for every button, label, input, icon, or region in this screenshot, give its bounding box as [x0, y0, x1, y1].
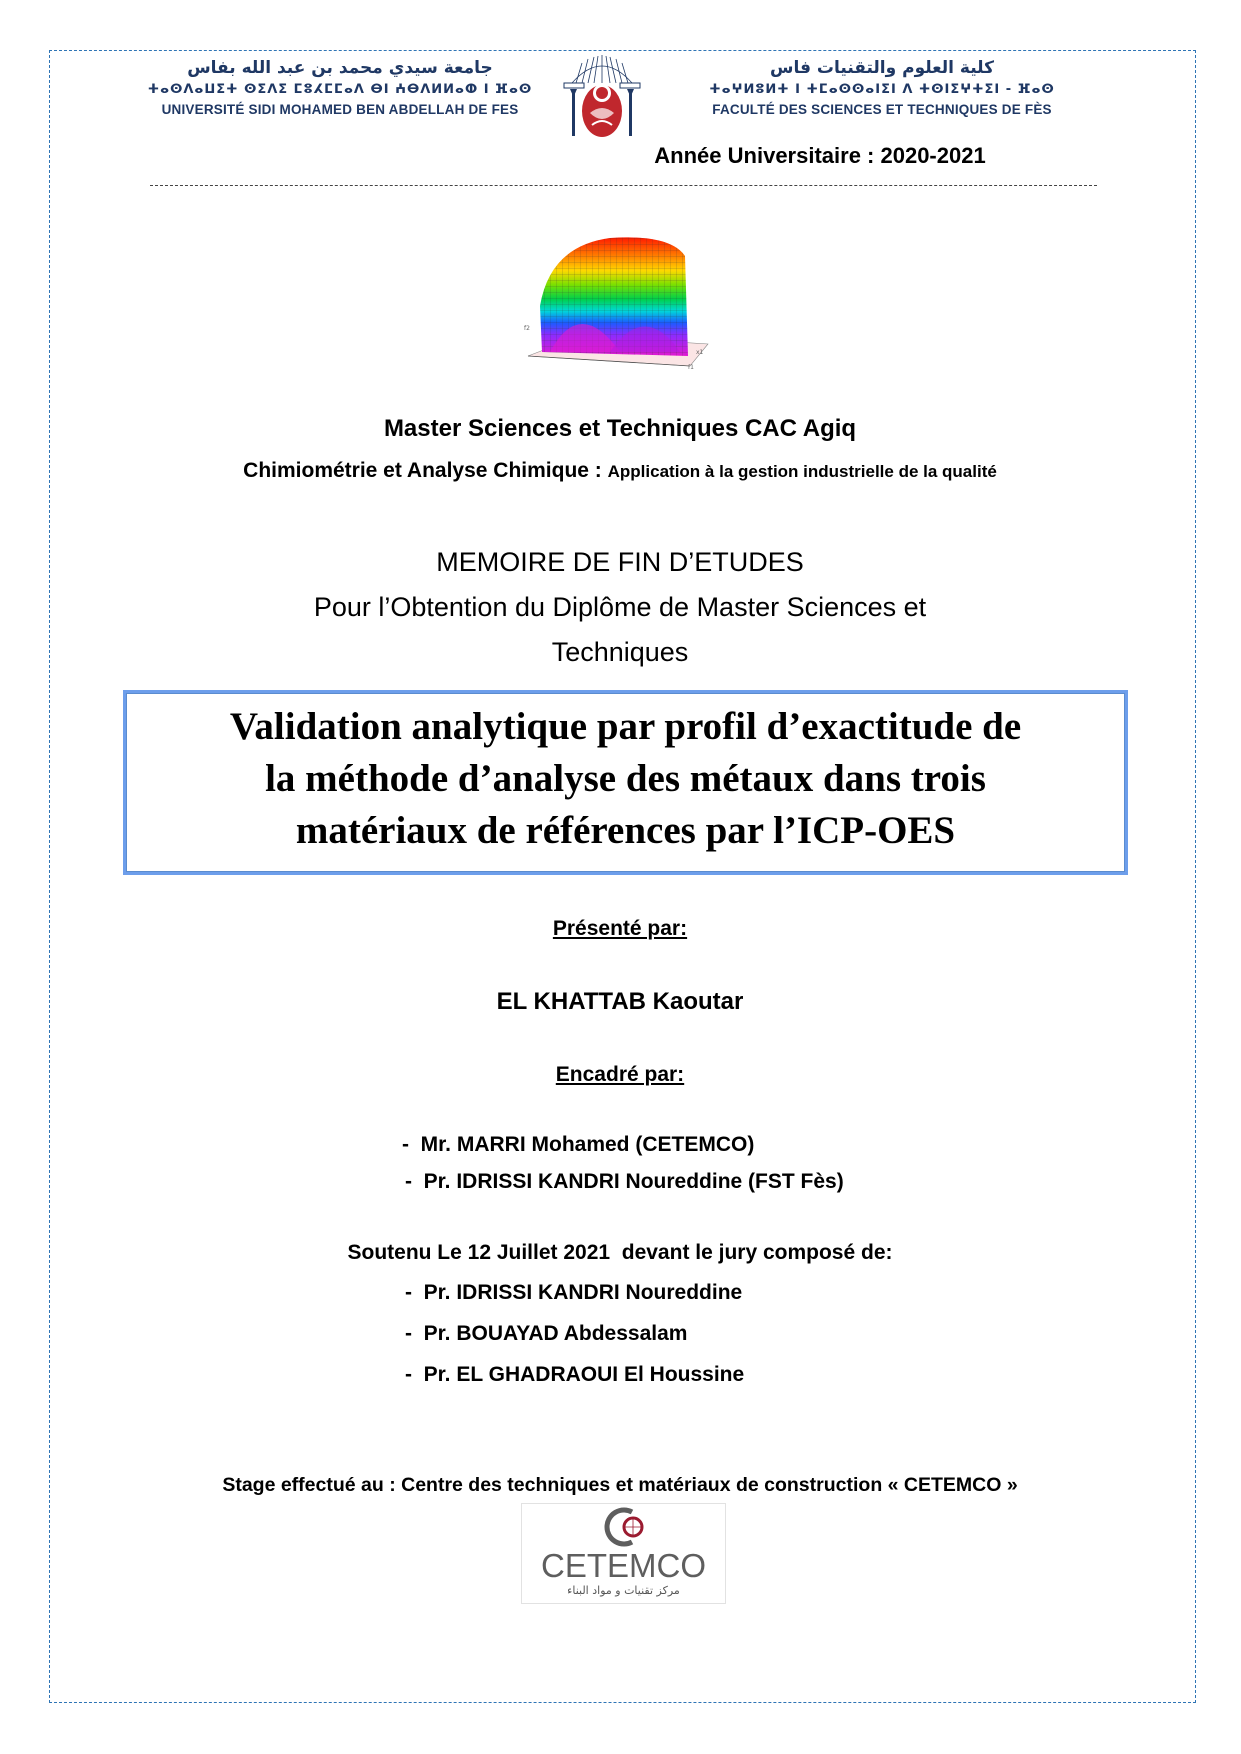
student-name: EL KHATTAB Kaoutar	[496, 988, 744, 1015]
cetemco-logo-arabic: مركز تقنيات و مواد البناء	[567, 1584, 680, 1597]
plot-axis-label-f1: f1	[688, 364, 694, 370]
specialty	[60, 459, 1180, 483]
university-name-latin: UNIVERSITÉ SIDI MOHAMED BEN ABDELLAH DE FES	[161, 102, 519, 117]
internship-statement: Stage effectué au : Centre des techniques et matériaux de construction « CETEMCO »	[222, 1474, 1018, 1496]
plot-axis-label-f2: f2	[524, 325, 530, 332]
header-separator	[150, 185, 1097, 186]
thesis-title	[126, 701, 1125, 857]
thesis-title-box	[123, 690, 1128, 875]
presented-by-label: Présenté par:	[552, 917, 688, 940]
jury-member: - Pr. BOUAYAD Abdessalam	[405, 1322, 688, 1345]
memoire-line-3: Techniques	[551, 637, 689, 667]
supervisor-item: - Pr. IDRISSI KANDRI Noureddine (FST Fès)	[405, 1170, 844, 1193]
jury-member: - Pr. EL GHADRAOUI El Houssine	[405, 1363, 745, 1386]
university-name-tifinagh: ⵜⴰⵙⴷⴰⵡⵉⵜ ⵙⵉⴷⵉ ⵎⵓⵃⵎⵎⴰⴷ ⴱⵏ ⵄⴱⴷⵍⵍⴰⵀ ⵏ ⴼⴰⵙ	[147, 82, 533, 97]
university-header	[140, 56, 540, 120]
jury-member: - Pr. IDRISSI KANDRI Noureddine	[405, 1281, 743, 1304]
thesis-title-line-2: la méthode d’analyse des métaux dans trois	[265, 757, 986, 800]
memoire-heading	[60, 540, 1180, 675]
presented-by-section	[60, 917, 1180, 941]
supervised-by-label: Encadré par:	[555, 1063, 685, 1086]
master-program: Master Sciences et Techniques CAC Agiq	[383, 415, 857, 442]
academic-year: Année Universitaire : 2020-2021	[654, 143, 986, 168]
3d-surface-plot-icon	[520, 226, 718, 370]
university-emblem-icon	[560, 53, 644, 139]
university-name-arabic: جامعة سيدي محمد بن عبد الله بفاس	[187, 58, 493, 78]
specialty-detail: Application à la gestion industrielle de la qualité	[607, 462, 997, 481]
defense-statement: Soutenu Le 12 Juillet 2021 devant le jury composé de:	[347, 1241, 893, 1264]
faculty-name-arabic: كلية العلوم والتقنيات فاس	[770, 58, 994, 78]
supervised-by-section	[60, 1063, 1180, 1087]
faculty-header	[662, 56, 1102, 120]
thesis-title-line-3: matériaux de références par l’ICP-OES	[295, 809, 956, 852]
cetemco-logo-icon	[521, 1503, 726, 1604]
faculty-name-latin: FACULTÉ DES SCIENCES ET TECHNIQUES DE FÈS	[712, 102, 1052, 117]
memoire-line-2: Pour l’Obtention du Diplôme de Master Sciences et	[313, 592, 927, 622]
specialty-name: Chimiométrie et Analyse Chimique :	[243, 459, 602, 482]
thesis-title-line-1: Validation analytique par profil d’exactitude de	[229, 705, 1022, 748]
memoire-line-1: MEMOIRE DE FIN D’ETUDES	[436, 547, 804, 577]
cetemco-logo-name: CETEMCO	[541, 1547, 706, 1584]
supervisor-item: - Mr. MARRI Mohamed (CETEMCO)	[402, 1133, 755, 1156]
plot-axis-label-x1: x1	[696, 349, 704, 356]
faculty-name-tifinagh: ⵜⴰⵖⵍⵓⵍⵜ ⵏ ⵜⵎⴰⵙⵙⴰⵏⵉⵏ ⴷ ⵜⵙⵏⵉⵖⵜⵉⵏ - ⴼⴰⵙ	[709, 82, 1055, 97]
